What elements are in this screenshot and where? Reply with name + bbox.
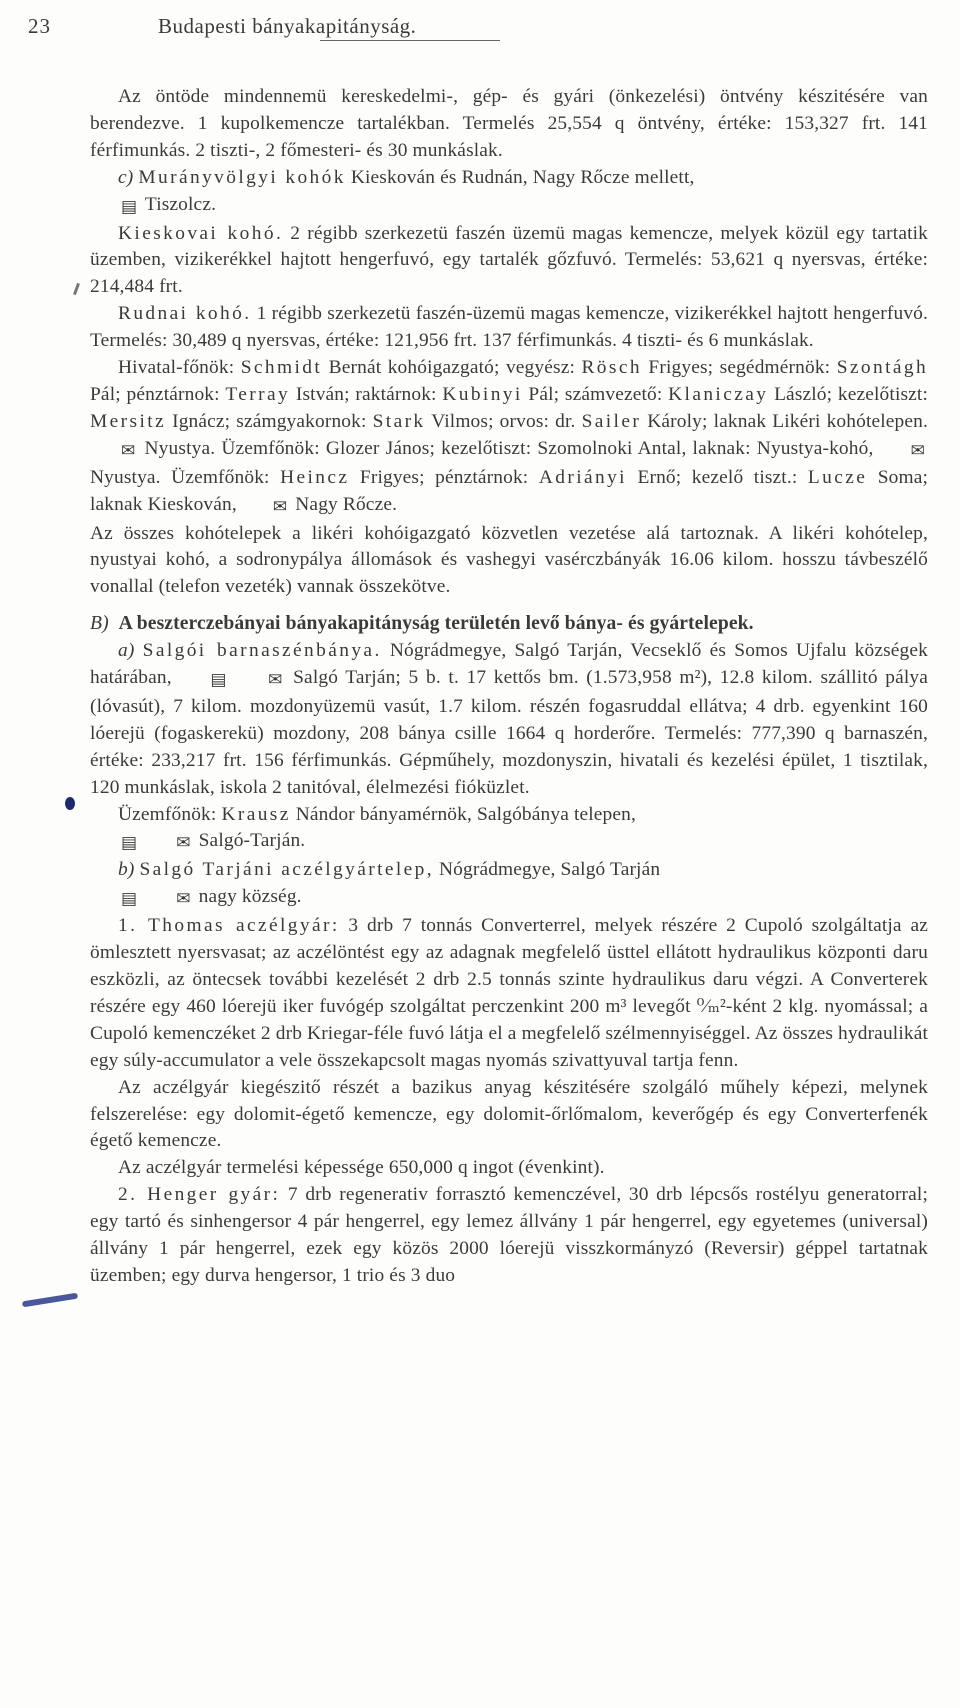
staff-text: Frigyes; segédmérnök: [648, 357, 831, 379]
paragraph-kieskovai-koho [90, 221, 928, 302]
telegraph-office-icon: ▤ [210, 670, 227, 690]
staff-text: István; raktárnok: [295, 383, 437, 405]
paragraph-text: 2 régibb szerkezetü faszén üzemü magas kemencze, melyek közül egy tartatik üzemben, vizikerékkel hajtott hengerfuvó, egy tartalék gőzfuvó. Termelés: 53,621 q nyersvas, értéke: 214,484 frt. [90, 222, 928, 298]
staff-text: Vilmos; orvos: dr. [431, 410, 576, 432]
staff-name: Kubinyi [442, 383, 523, 405]
staff-text: Frigyes; pénztárnok: [359, 466, 529, 488]
paragraph-aczelgyartelep [90, 857, 928, 913]
staff-name: Sailer [581, 410, 642, 432]
paragraph-text: Nógrádmegye, Salgó Tarján, Vecseklő és Somos Ujfalu községek határában, [90, 640, 928, 689]
paragraph-murany-kohok [90, 165, 928, 221]
paragraph-thomas-aczelgyar [90, 913, 928, 1074]
telegraph-office-icon: ▤ [121, 889, 138, 909]
staff-text: Ignácz; számgyakornok: [172, 410, 367, 432]
staff-name: Stark [372, 410, 426, 432]
post-office-icon: ✉ [176, 889, 191, 909]
item-label: c) [118, 166, 134, 188]
paragraph-text: Salgó Tarján; 5 b. t. 17 kettős bm. (1.573,958 m²), 12.8 kilom. szállitó pálya (lóvasút), 7 kilom. mozdonyüzemü vasút, 1.7 kilom. részén fogasruddal ellátva; 4 drb. egyenkint 160 lóerejü (fogaskerekü) mozdony, 208 bánya csille 1664 q horderőre. Termelés: 777,390 q barnaszén, értéke: 233,217 frt. 156 férfimunkás. Gépműhely, mozdonyszin, hivatali és kezelési épület, 1 tisztilak, 120 munkáslak, iskola 2 tanitóval, élelmezési fióküzlet. [90, 667, 928, 798]
post-office-icon: ✉ [176, 833, 191, 853]
staff-text: László; kezelőtiszt: [774, 383, 929, 405]
margin-pen-stroke [22, 1293, 78, 1308]
staff-name: Lucze [807, 466, 868, 488]
page-number: 23 [28, 14, 51, 38]
item-label: a) [118, 640, 135, 662]
paragraph-text: nagy község. [198, 886, 302, 908]
plant-name: 1. Thomas aczélgyár: [118, 915, 340, 937]
margin-ink-dot [65, 797, 75, 810]
staff-text: Üzemfőnök: [118, 803, 217, 825]
item-label: b) [118, 859, 135, 881]
staff-name: Terray [225, 383, 291, 405]
staff-text: Nagy Rőcze. [295, 493, 398, 515]
staff-text: Salgó-Tarján. [198, 830, 306, 852]
telegraph-office-icon: ▤ [121, 196, 138, 216]
staff-name: Schmidt [240, 357, 323, 379]
post-office-icon: ✉ [910, 440, 925, 460]
plant-name: 2. Henger gyár: [118, 1184, 281, 1206]
plant-name: Rudnai kohó. [118, 303, 252, 325]
staff-text: Nyustya. Üzemfőnök: Glozer János; kezelőtiszt: Szomolnoki Antal, laknak: Nyustya-kohó, [144, 437, 874, 459]
staff-name: Klaniczay [668, 383, 769, 405]
post-office-icon: ✉ [121, 440, 136, 460]
paragraph-termelesi-kepesseg: Az aczélgyár termelési képessége 650,000 q ingot (évenkint). [118, 1157, 605, 1179]
staff-text: Nyustya. Üzemfőnök: [90, 466, 270, 488]
plant-name: Kieskovai kohó. [118, 222, 284, 244]
paragraph-text: 1 régibb szerkezetü faszén-üzemü magas kemencze, vizikerékkel hajtott hengerfuvó. Termelés: 30,489 q nyersvas, értéke: 121,956 frt. 137 férfimunkás. 4 tiszti- és 6 munkáslak. [90, 303, 929, 352]
staff-text: Bernát kohóigazgató; vegyész: [328, 357, 575, 379]
plant-name: Salgó Tarjáni aczélgyártelep, [139, 859, 434, 881]
staff-name: Rösch [581, 357, 642, 379]
header-rule [320, 40, 500, 41]
paragraph-salgoi-banya [90, 638, 928, 801]
section-heading-b [90, 611, 928, 638]
staff-text: Ernő; kezelő tiszt.: [637, 466, 798, 488]
staff-name: Heincz [280, 466, 350, 488]
plant-name: Salgói barnaszénbánya. [142, 640, 382, 662]
staff-name: Adriányi [538, 466, 627, 488]
staff-text: Hivatal-főnök: [118, 357, 235, 379]
staff-text: Nándor bányamérnök, Salgóbánya telepen, [295, 803, 636, 825]
margin-tick-mark [73, 283, 80, 295]
staff-name: Mersitz [90, 410, 167, 432]
section-title: A beszterczebányai bányakapitányság területén levő bánya- és gyártelepek. [118, 613, 754, 635]
paragraph-staff [90, 355, 928, 520]
paragraph-text: Kieskován és Rudnán, Nagy Rőcze mellett, [350, 166, 695, 188]
post-office-icon: ✉ [268, 670, 283, 690]
staff-name: Krausz [221, 803, 291, 825]
paragraph-telephone: Az összes kohótelepek a likéri kohóigazgató közvetlen vezetése alá tartoznak. A likéri kohótelep, nyustyai kohó, a sodronypálya állomások és vashegyi vasérczbányák 16.06 kilom. hosszu távbeszélő vonallal (telefon vezeték) vannak összekötve. [90, 522, 928, 598]
paragraph-text: Tiszolcz. [144, 193, 217, 215]
page-header [28, 8, 932, 44]
paragraph-rudnai-koho [90, 301, 928, 355]
staff-text: Soma; laknak Kieskován, [90, 466, 929, 515]
paragraph-text: 3 drb 7 tonnás Converterrel, melyek részére 2 Cupoló szolgáltatja az ömlesztett nyersvasat; az aczélöntést egy az adagnak megfelelő üsttel ellátott hydraulikus központi daru eszközli, az öntecsek további kezelését 2 drb 2.5 tonnás szinte hydraulikus daru végzi. A Converterek részére egy 460 lóerejü iker fuvógép szolgáltat perczenkint 200 m³ levegőt ⁰⁄ₘ²-ként 2 klg. nyomással; a Cupoló kemenczéket 2 drb Kriegar-féle fuvó látja el a megfelelő szélmennyiséggel. Az összes hydraulikát egy súly-accumulator a vele összekapcsolt magas nyomás szivattyuval tartja fenn. [90, 915, 928, 1071]
staff-name: Szontágh [836, 357, 929, 379]
telegraph-office-icon: ▤ [121, 833, 138, 853]
staff-text: Pál; számvezető: [528, 383, 663, 405]
plant-name: Murányvölgyi kohók [138, 166, 346, 188]
body-text [90, 84, 928, 1290]
paragraph-henger-gyar [90, 1182, 928, 1290]
staff-text: Károly; laknak Likéri kohótelepen. [647, 410, 928, 432]
running-head: Budapesti bányakapitányság. [158, 14, 417, 38]
paragraph-text: 7 drb regenerativ forrasztó kemenczével, 30 drb lépcsős rostélyu generatorral; egy tartó és sinhengersor 4 pár hengerrel, egy lemez állvány 1 pár hengerrel, egy egyetemes (universal) állvány 1 pár hengerrel, ezek egy közös 2000 lóerejü visszkormányzó (Reversir) géppel tartatnak üzemben; egy durva hengersor, 1 trio és 3 duo [90, 1184, 928, 1286]
paragraph-text: Nógrádmegye, Salgó Tarján [439, 859, 661, 881]
post-office-icon: ✉ [272, 496, 288, 516]
paragraph-bazikus-muhely: Az aczélgyár kiegészitő részét a bazikus anyag készitésére szolgáló műhely képezi, melynek felszerelése: egy dolomit-égető kemencze, egy dolomit-őrlőmalom, keverőgép és egy Converterfenék égető kemencze. [90, 1076, 928, 1152]
paragraph-salgo-manager [90, 802, 928, 858]
section-letter: B) [90, 613, 109, 635]
paragraph-foundry: Az öntöde mindennemü kereskedelmi-, gép- és gyári (önkezelési) öntvény készitésére van berendezve. 1 kupolkemencze tartalékban. Termelés 25,554 q öntvény, értéke: 153,327 frt. 141 férfimunkás. 2 tiszti-, 2 főmesteri- és 30 munkáslak. [90, 86, 928, 161]
staff-text: Pál; pénztárnok: [90, 383, 220, 405]
